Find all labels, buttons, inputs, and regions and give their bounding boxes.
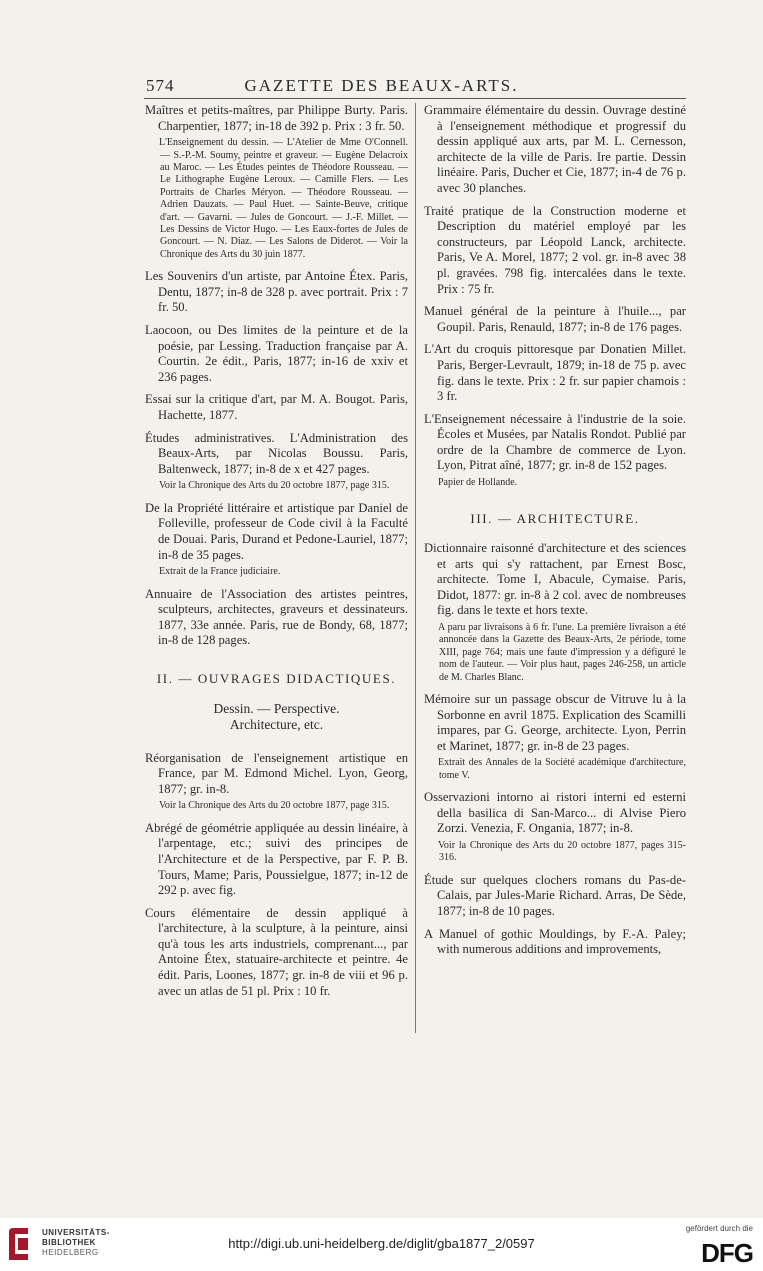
entry: De la Propriété littéraire et artistique par Daniel de Folleville, professeur de Code civil à la Faculté de Douai. Paris, Durand et Pedone-Lauriel, 1877; in-8 de 35 pages. (145, 500, 408, 562)
column-divider (415, 103, 416, 1033)
entry: Réorganisation de l'enseignement artistique en France, par M. Edmond Michel. Lyon, Georg, 1877; gr. in-8. (145, 750, 408, 796)
funding-note: gefördert durch die (685, 1224, 753, 1233)
dfg-logo: DFG (701, 1238, 753, 1268)
section-heading: II. — OUVRAGES DIDACTIQUES. (156, 670, 397, 686)
entry-note: Papier de Hollande. (438, 477, 518, 489)
viewer-footer (0, 1218, 763, 1271)
entry: Osservazioni intorno ai ristori interni ed esterni della basilica di San-Marco... di Alvise Piero Zorzi. Venezia, F. Ongania, 1877; in-8. (424, 790, 686, 836)
subheading-line: Architecture, etc. (229, 716, 324, 732)
entry: A Manuel of gothic Mouldings, by F.-A. Paley; with numerous additions and improvements, (424, 926, 686, 957)
library-name-line: HEIDELBERG (42, 1248, 99, 1257)
journal-title: GAZETTE DES BEAUX-ARTS. (244, 76, 519, 95)
entry-note: Voir la Chronique des Arts du 20 octobre 1877, page 315. (159, 800, 390, 812)
right-column (424, 103, 686, 965)
entry-note: Extrait de la France judiciaire. (159, 566, 281, 578)
entry-note: Voir la Chronique des Arts du 20 octobre 1877, page 315. (159, 480, 390, 492)
entry: Abrégé de géométrie appliquée au dessin linéaire, à l'arpentage, etc.; suivi des principes de l'Architecture et de la Perspective, par F. P. B. Tours, Mame; Paris, Poussielgue, 1877; in-12 de 292 p. avec fig. (145, 820, 408, 898)
entry: L'Art du croquis pittoresque par Donatien Millet. Paris, Berger-Levrault, 1879; in-18 de 75 p. avec fig. dans le texte. Prix : 2 fr. sur papier chamois : 3 fr. (424, 342, 686, 404)
permalink-url[interactable]: http://digi.ub.uni-heidelberg.de/diglit/gba1877_2/0597 (228, 1236, 535, 1251)
entry: Manuel général de la peinture à l'huile..., par Goupil. Paris, Renauld, 1877; in-8 de 176 pages. (424, 304, 686, 334)
library-name-line: UNIVERSITÄTS- (42, 1228, 110, 1237)
page-number: 574 (146, 76, 175, 95)
section-subheading (145, 701, 408, 733)
subheading-line: Dessin. — Perspective. (213, 700, 340, 716)
entry-note: L'Enseignement du dessin. — L'Atelier de Mme O'Connell. — S.-P.-M. Soumy, peintre et graveur. — Eugène Delacroix au Maroc. — Les Études peintes de Théodore Rousseau. — Le Lithographe Eugène Leroux. — Camille Flers. — Les Portraits de Charles Méryon. — Théodore Rousseau. — Adrien Dauzats. — Paul Huet. — Sainte-Beuve, critique d'art. — Gavarni. — Jules de Goncourt. — J.-F. Millet. — Les Dessins de Victor Hugo. — Les Eaux-fortes de Jules de Goncourt. — N. Diaz. — Les Salons de Diderot. — Voir la Chronique des Arts du 30 juin 1877. (159, 137, 408, 260)
entry: Mémoire sur un passage obscur de Vitruve lu à la Sorbonne en avril 1875. Explication des Scamilli impares, par G. George, architecte. Lyon, Perrin et Marinet, 1877; gr. in-8 de 23 pages. (424, 692, 686, 753)
left-column (145, 103, 408, 1006)
entry: L'Enseignement nécessaire à l'industrie de la soie. Écoles et Musées, par Natalis Rondot. Publié par ordre de la Chambre de commerce de Lyon. Lyon, Pitrat aîné, 1877; gr. in-8 de 152 pages. (424, 411, 686, 473)
entry-note: A paru par livraisons à 6 fr. l'une. La première livraison a été annoncée dans la Gazette des Beaux-Arts, 2e période, tome XIII, page 764; mais une faute d'impression y a défiguré le nom de l'auteur. — Voir plus haut, pages 246-258, un article de M. Charles Blanc. (438, 622, 686, 683)
entry: Laocoon, ou Des limites de la peinture et de la poésie, par Lessing. Traduction française par A. Courtin. 2e édit., Paris, 1877; in-16 de xxiv et 236 pages. (145, 323, 408, 384)
entry: Maîtres et petits-maîtres, par Philippe Burty. Paris. Charpentier, 1877; in-18 de 392 p. Prix : 3 fr. 50. (145, 103, 408, 133)
header-rule (144, 98, 686, 99)
section-heading: III. — ARCHITECTURE. (470, 511, 640, 527)
entry-note: Voir la Chronique des Arts du 20 octobre 1877, pages 315-316. (438, 840, 686, 864)
entry: Les Souvenirs d'un artiste, par Antoine Étex. Paris, Dentu, 1877; in-8 de 328 p. avec portrait. Prix : 7 fr. 50. (145, 269, 408, 315)
entry: Cours élémentaire de dessin appliqué à l'architecture, à la sculpture, à la peinture, ainsi qu'à tous les arts industriels, comprenant..., par Antoine Étex, statuaire-architecte et peintre. 4e édit. Paris, Loones, 1877; gr. in-8 de viii et 96 p. avec un atlas de 51 pl. Prix : 10 fr. (145, 905, 408, 998)
library-name-line: BIBLIOTHEK (42, 1238, 96, 1247)
entry: Dictionnaire raisonné d'architecture et des sciences et arts qui s'y rattachent, par Ernest Bosc, architecte. Tome I, Abacule, Cymaise. Paris, Didot, 1877: gr. in-8 à 2 col. avec de nombreuses fig. dans le texte et hors texte. (424, 541, 686, 618)
entry: Essai sur la critique d'art, par M. A. Bougot. Paris, Hachette, 1877. (145, 392, 408, 422)
entry: Étude sur quelques clochers romans du Pas-de-Calais, par Jules-Marie Richard. Arras, De Sède, 1877; in-8 de 10 pages. (424, 872, 686, 919)
entry: Traité pratique de la Construction moderne et Description du matériel employé par les constructeurs, par Léopold Lanck, architecte. Paris, Ve A. Morel, 1877; 2 vol. gr. in-8 avec 38 pl. gravées. 798 fig. intercalées dans le texte. Prix : 75 fr. (424, 203, 686, 296)
entry: Grammaire élémentaire du dessin. Ouvrage destiné à l'enseignement méthodique et progressif du dessin appliqué aux arts, par M. L. Cernesson, architecte de la ville de Paris. Ire partie. Dessin linéaire. Paris, Ducher et Cie, 1877; in-4 de 76 p. avec 30 planches. (424, 103, 686, 195)
entry: Annuaire de l'Association des artistes peintres, sculpteurs, architectes, graveurs et dessinateurs. 1877, 33e année. Paris, rue de Bondy, 68, 1877; in-8 de 128 pages. (145, 586, 408, 648)
entry: Études administratives. L'Administration des Beaux-Arts, par Nicolas Boussu. Paris, Baltenweck, 1877; in-8 de x et 427 pages. (145, 430, 408, 476)
entry-note: Extrait des Annales de la Société académique d'architecture, tome V. (438, 757, 686, 781)
